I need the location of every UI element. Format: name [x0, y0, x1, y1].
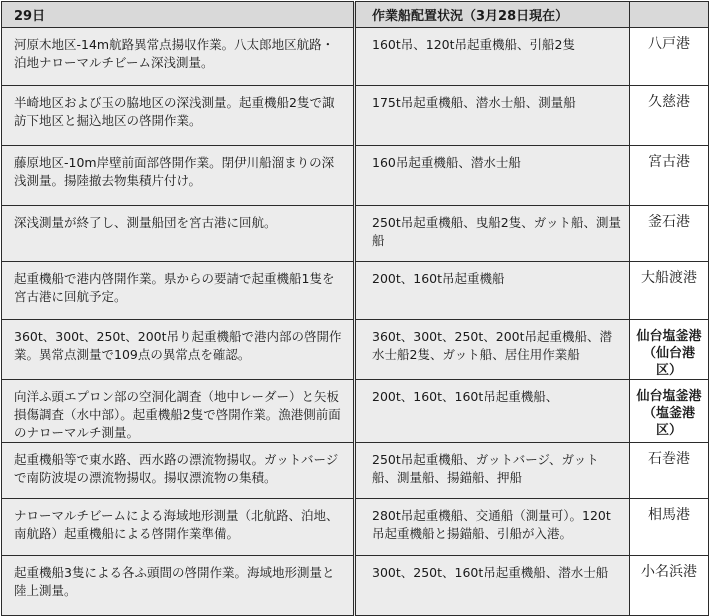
vessel-assignment: 280t吊起重機船、交通船（測量可）。120t吊起重機船と揚錨船、引船が入港。	[355, 499, 630, 556]
work-description: 起重機船で港内啓開作業。県からの要請で起重機船1隻を宮古港に回航予定。	[2, 262, 355, 320]
table-row	[2, 86, 709, 146]
vessel-assignment: 160吊起重機船、潜水士船	[355, 146, 630, 206]
port-name: 久慈港	[630, 86, 709, 146]
port-name: 釜石港	[630, 206, 709, 262]
table-row	[2, 206, 709, 262]
port-name: 宮古港	[630, 146, 709, 206]
port-name: 相馬港	[630, 499, 709, 556]
vessel-assignment: 250t吊起重機船、ガットバージ、ガット船、測量船、揚錨船、押船	[355, 443, 630, 499]
table-row	[2, 443, 709, 499]
table-row	[2, 28, 709, 86]
work-description: 深浅測量が終了し、測量船団を宮古港に回航。	[2, 206, 355, 262]
work-description: 半崎地区および玉の脇地区の深浅測量。起重機船2隻で諏訪下地区と掘込地区の啓開作業。	[2, 86, 355, 146]
work-description: 藤原地区-10m岸壁前面部啓開作業。閉伊川船溜まりの深浅測量。揚陸撤去物集積片付け。	[2, 146, 355, 206]
header-port	[630, 2, 709, 28]
vessel-assignment: 200t、160t、160t吊起重機船、	[355, 380, 630, 443]
header-vessel-status: 作業船配置状況（3月28日現在）	[355, 2, 630, 28]
table-row	[2, 262, 709, 320]
table-row	[2, 499, 709, 556]
port-name: 大船渡港	[630, 262, 709, 320]
vessel-assignment: 250t吊起重機船、曳船2隻、ガット船、測量船	[355, 206, 630, 262]
table-row	[2, 380, 709, 443]
vessel-assignment: 160t吊、120t吊起重機船、引船2隻	[355, 28, 630, 86]
work-description: 360t、300t、250t、200t吊り起重機船で港内部の啓開作業。異常点測量で109点の異常点を確認。	[2, 320, 355, 380]
vessel-assignment: 300t、250t、160t吊起重機船、潜水士船	[355, 556, 630, 616]
vessel-assignment: 360t、300t、250t、200t吊起重機船、潜水士船2隻、ガット船、居住用作業船	[355, 320, 630, 380]
table-header-row	[2, 2, 709, 28]
header-day: 29日	[2, 2, 355, 28]
work-description: ナローマルチビームによる海域地形測量（北航路、泊地、南航路）起重機船による啓開作業準備。	[2, 499, 355, 556]
table-row	[2, 146, 709, 206]
work-description: 起重機船3隻による各ふ頭間の啓開作業。海域地形測量と陸上測量。	[2, 556, 355, 616]
vessel-assignment: 175t吊起重機船、潜水士船、測量船	[355, 86, 630, 146]
work-description: 河原木地区-14m航路異常点揚収作業。八太郎地区航路・泊地ナローマルチビーム深浅測量。	[2, 28, 355, 86]
port-name: 小名浜港	[630, 556, 709, 616]
port-name: 仙台塩釜港（仙台港区）	[630, 320, 709, 380]
port-name: 石巻港	[630, 443, 709, 499]
port-name: 八戸港	[630, 28, 709, 86]
vessel-assignment: 200t、160t吊起重機船	[355, 262, 630, 320]
table-row	[2, 556, 709, 616]
work-description: 向洋ふ頭エプロン部の空洞化調査（地中レーダー）と矢板損傷調査（水中部）。起重機船2隻で啓開作業。漁港側前面のナローマルチ測量。	[2, 380, 355, 443]
status-table	[1, 1, 709, 616]
table-row	[2, 320, 709, 380]
work-description: 起重機船等で東水路、西水路の漂流物揚収。ガットバージで南防波堤の漂流物揚収。揚収漂流物の集積。	[2, 443, 355, 499]
port-name: 仙台塩釜港（塩釜港区）	[630, 380, 709, 443]
